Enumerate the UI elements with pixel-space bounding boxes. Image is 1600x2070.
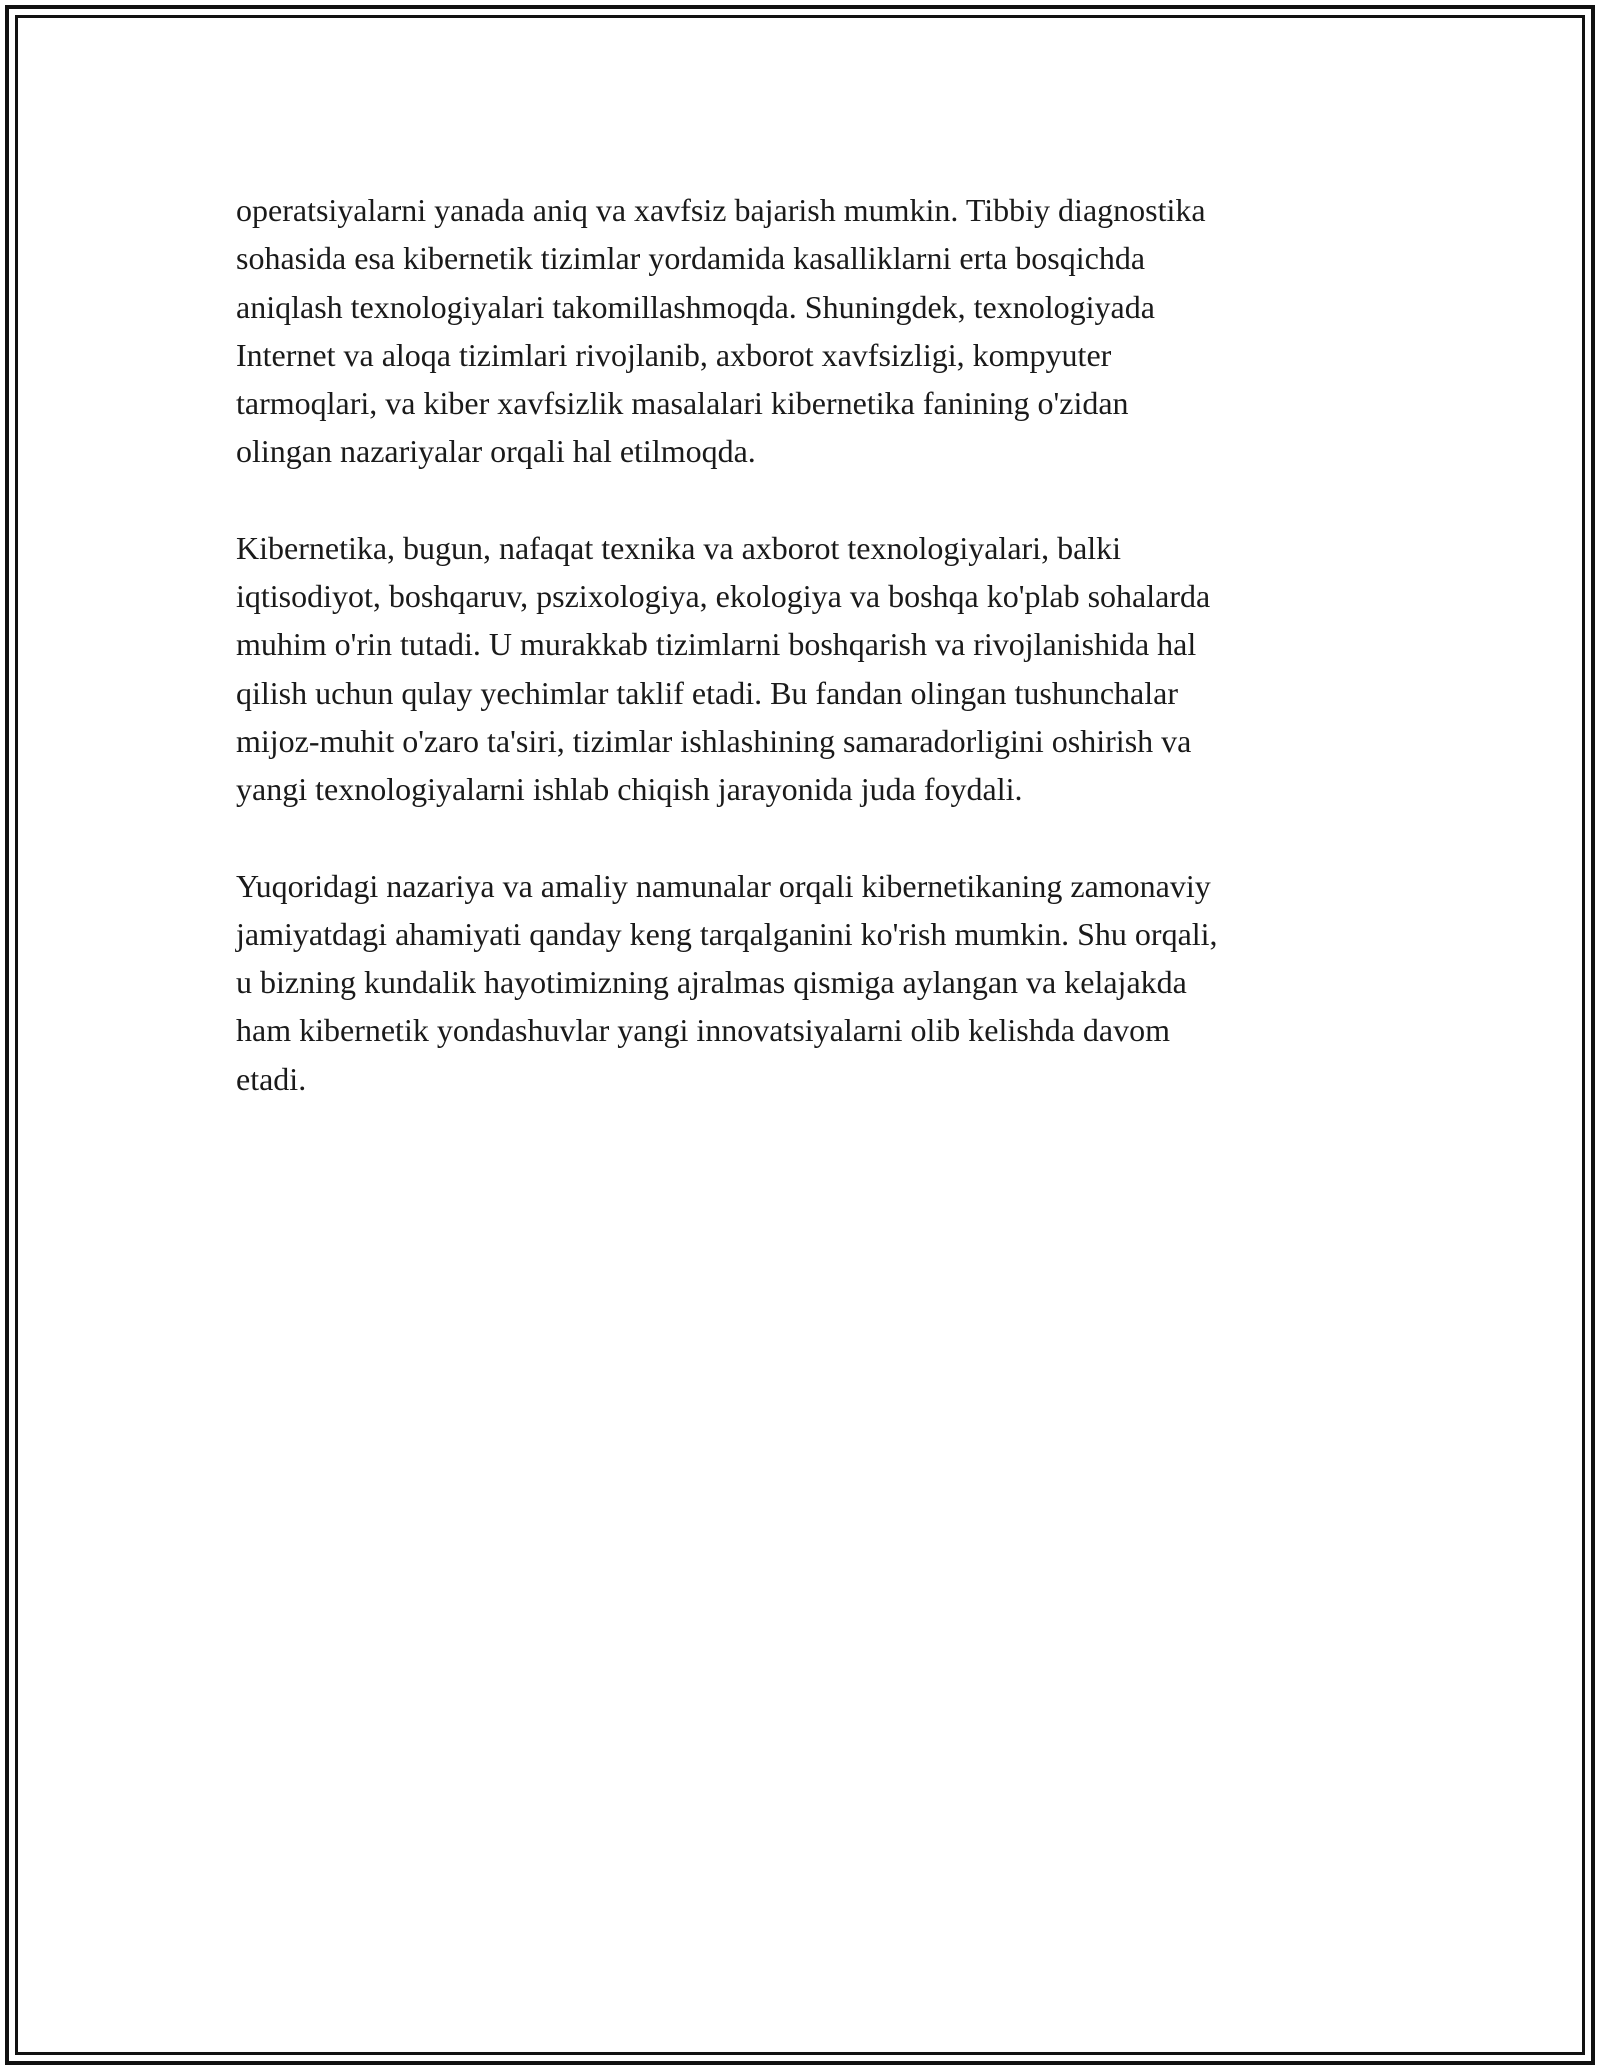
text-line: aniqlash texnologiyalari takomillashmoqda. Shuningdek, texnologiyada: [236, 288, 1155, 325]
text-line: u bizning kundalik hayotimizning ajralmas qismiga aylangan va kelajakda: [236, 964, 1187, 1001]
text-line: jamiyatdagi ahamiyati qanday keng tarqalganini ko'rish mumkin. Shu orqali,: [236, 915, 1218, 952]
text-line: operatsiyalarni yanada aniq va xavfsiz bajarish mumkin. Tibbiy diagnostika: [236, 192, 1206, 228]
text-line: yangi texnologiyalarni ishlab chiqish jarayonida juda foydali.: [236, 771, 1023, 808]
text-line: sohasida esa kibernetik tizimlar yordamida kasalliklarni erta bosqichda: [236, 240, 1146, 277]
paragraph: [236, 862, 1376, 1103]
text-line: ham kibernetik yondashuvlar yangi innovatsiyalarni olib kelishda davom: [236, 1012, 1171, 1049]
text-line: mijoz-muhit o'zaro ta'siri, tizimlar ishlashining samaradorligini oshirish va: [236, 722, 1192, 759]
paragraph: [236, 524, 1376, 814]
text-line: Yuqoridagi nazariya va amaliy namunalar orqali kibernetikaning zamonaviy: [236, 867, 1211, 904]
text-line: iqtisodiyot, boshqaruv, pszixologiya, ekologiya va boshqa ko'plab sohalarda: [236, 578, 1211, 615]
text-line: qilish uchun qulay yechimlar taklif etadi. Bu fandan olingan tushunchalar: [236, 674, 1178, 711]
text-line: muhim o'rin tutadi. U murakkab tizimlarni boshqarish va rivojlanishida hal: [236, 626, 1197, 663]
text-line: olingan nazariyalar orqali hal etilmoqda.: [236, 433, 756, 470]
paragraph: [236, 186, 1376, 476]
text-line: Kibernetika, bugun, nafaqat texnika va axborot texnologiyalari, balki: [236, 529, 1122, 566]
text-line: etadi.: [236, 1060, 307, 1097]
text-line: Internet va aloqa tizimlari rivojlanib, axborot xavfsizligi, kompyuter: [236, 336, 1112, 373]
document-body: [236, 186, 1376, 1151]
text-line: tarmoqlari, va kiber xavfsizlik masalalari kibernetika fanining o'zidan: [236, 385, 1129, 422]
